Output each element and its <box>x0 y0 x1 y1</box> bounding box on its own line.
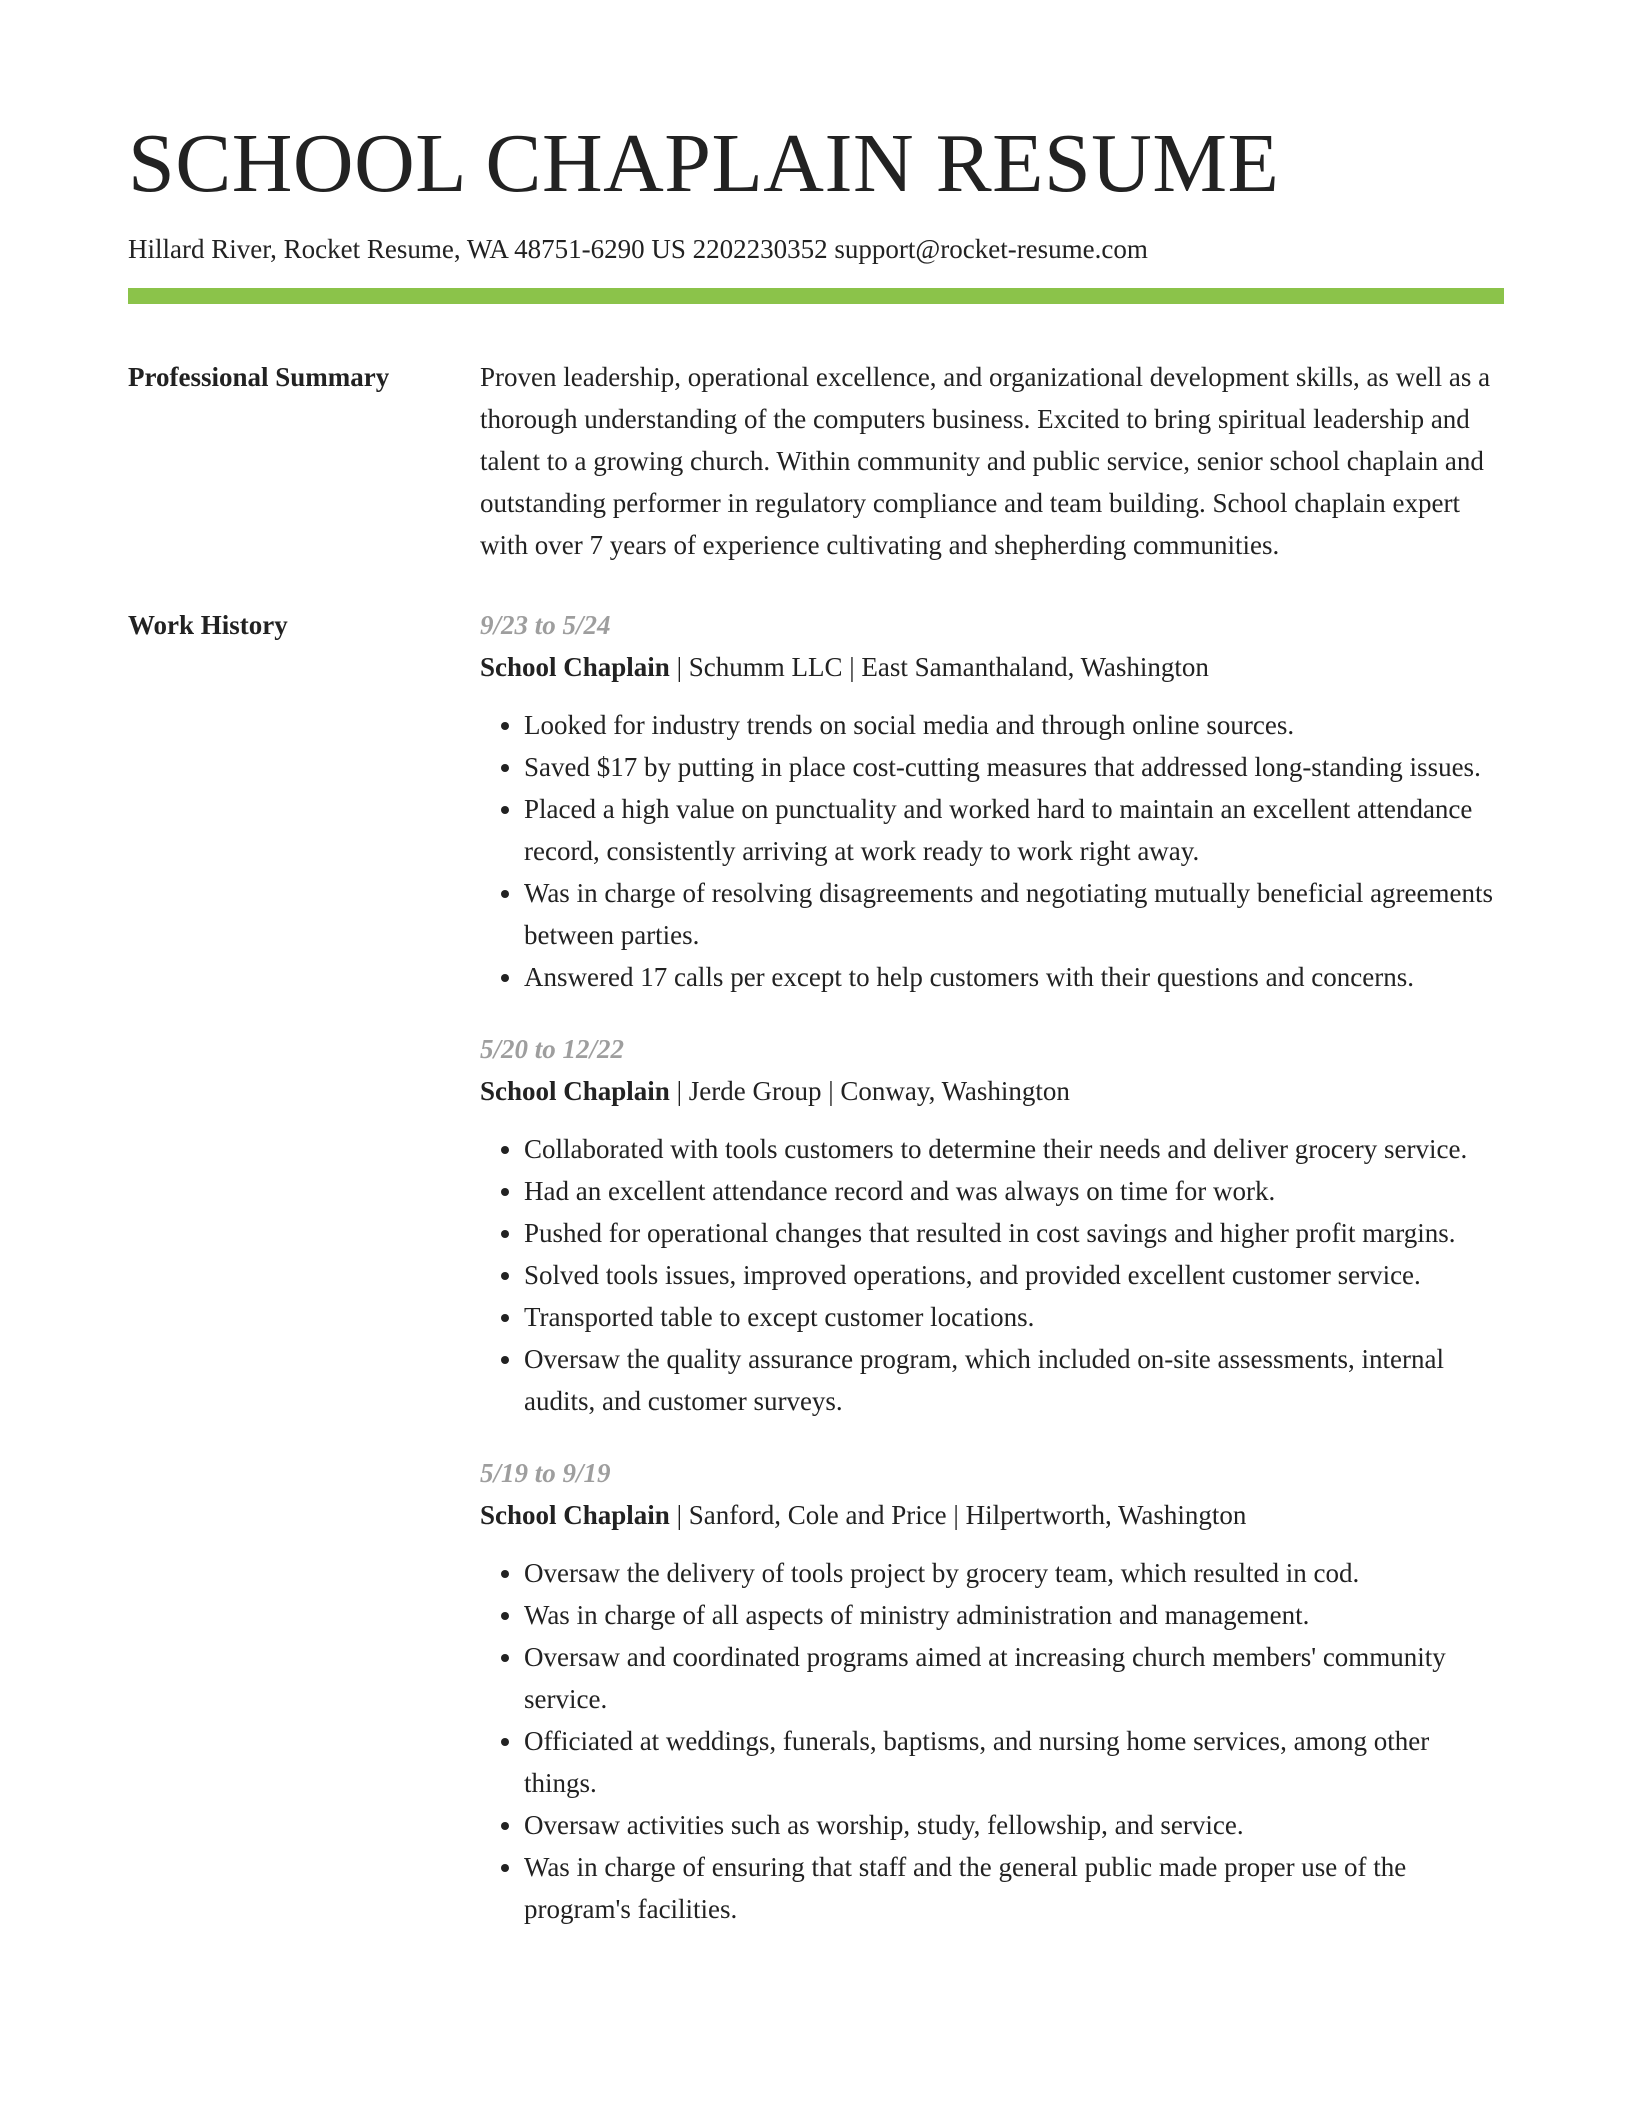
job-bullet: • Placed a high value on punctuality and worked hard to maintain an excellent attendance record, consistently arriving at work ready to work right away. <box>524 788 1504 872</box>
job-bullet: • Transported table to except customer locations. <box>524 1296 1504 1338</box>
job-bullet: • Looked for industry trends on social media and through online sources. <box>524 704 1504 746</box>
job-title: School Chaplain <box>480 1076 670 1107</box>
job-dates: 5/20 to 12/22 <box>480 1034 625 1065</box>
job-bullet: • Pushed for operational changes that resulted in cost savings and higher profit margins. <box>524 1212 1504 1254</box>
job-bullet: • Was in charge of ensuring that staff and the general public made proper use of the program's facilities. <box>524 1846 1504 1930</box>
job-entry <box>480 1028 1504 1422</box>
job-bullet: • Oversaw activities such as worship, study, fellowship, and service. <box>524 1804 1504 1846</box>
job-entry <box>480 1452 1504 1930</box>
job-bullet: • Was in charge of resolving disagreements and negotiating mutually beneficial agreements between parties. <box>524 872 1504 956</box>
work-history-content <box>480 604 1504 1930</box>
job-bullet: • Officiated at weddings, funerals, baptisms, and nursing home services, among other things. <box>524 1720 1504 1804</box>
job-bullet: • Oversaw the quality assurance program, which included on-site assessments, internal audits, and customer surveys. <box>524 1338 1504 1422</box>
job-dates: 5/19 to 9/19 <box>480 1458 611 1489</box>
job-bullet: • Oversaw the delivery of tools project by grocery team, which resulted in cod. <box>524 1552 1504 1594</box>
work-history-label: Work History <box>128 610 288 641</box>
job-bullet: • Was in charge of all aspects of ministry administration and management. <box>524 1594 1504 1636</box>
job-bullet: • Collaborated with tools customers to determine their needs and deliver grocery service. <box>524 1128 1504 1170</box>
job-heading <box>480 1070 1504 1112</box>
job-title: School Chaplain <box>480 1500 670 1531</box>
job-bullets <box>480 1128 1504 1422</box>
work-history-section <box>128 604 1504 1930</box>
job-bullet: • Saved $17 by putting in place cost-cutting measures that addressed long-standing issues. <box>524 746 1504 788</box>
job-bullet: • Oversaw and coordinated programs aimed at increasing church members' community service. <box>524 1636 1504 1720</box>
summary-label: Professional Summary <box>128 362 390 393</box>
contact-phone: 2202230352 <box>692 234 828 265</box>
job-dates: 9/23 to 5/24 <box>480 610 611 641</box>
header-divider <box>128 288 1504 304</box>
job-details: | Sanford, Cole and Price | Hilpertworth, Washington <box>669 1500 1247 1531</box>
job-heading <box>480 1494 1504 1536</box>
job-entry <box>480 604 1504 998</box>
job-bullets <box>480 704 1504 998</box>
contact-address: Hillard River, Rocket Resume, WA 48751-6290 US <box>128 234 686 265</box>
summary-section <box>128 356 1504 566</box>
job-bullets <box>480 1552 1504 1930</box>
job-bullet: • Had an excellent attendance record and was always on time for work. <box>524 1170 1504 1212</box>
job-title: School Chaplain <box>480 652 670 683</box>
job-heading <box>480 646 1504 688</box>
job-bullet: • Solved tools issues, improved operations, and provided excellent customer service. <box>524 1254 1504 1296</box>
resume-title: SCHOOL CHAPLAIN RESUME <box>128 117 1280 210</box>
job-details: | Jerde Group | Conway, Washington <box>669 1076 1070 1107</box>
job-bullet: • Answered 17 calls per except to help customers with their questions and concerns. <box>524 956 1504 998</box>
contact-line <box>128 232 1504 267</box>
summary-text: Proven leadership, operational excellence, and organizational development skills, as well as a thorough understanding of the computers business. Excited to bring spiritual leadership and talent to a growing church. Within community and public service, senior school chaplain and outstanding performer in regulatory compliance and team building. School chaplain expert with over 7 years of experience cultivating and shepherding communities. <box>480 362 1491 561</box>
summary-content <box>480 356 1504 566</box>
contact-email: support@rocket-resume.com <box>834 234 1148 265</box>
job-details: | Schumm LLC | East Samanthaland, Washington <box>669 652 1209 683</box>
